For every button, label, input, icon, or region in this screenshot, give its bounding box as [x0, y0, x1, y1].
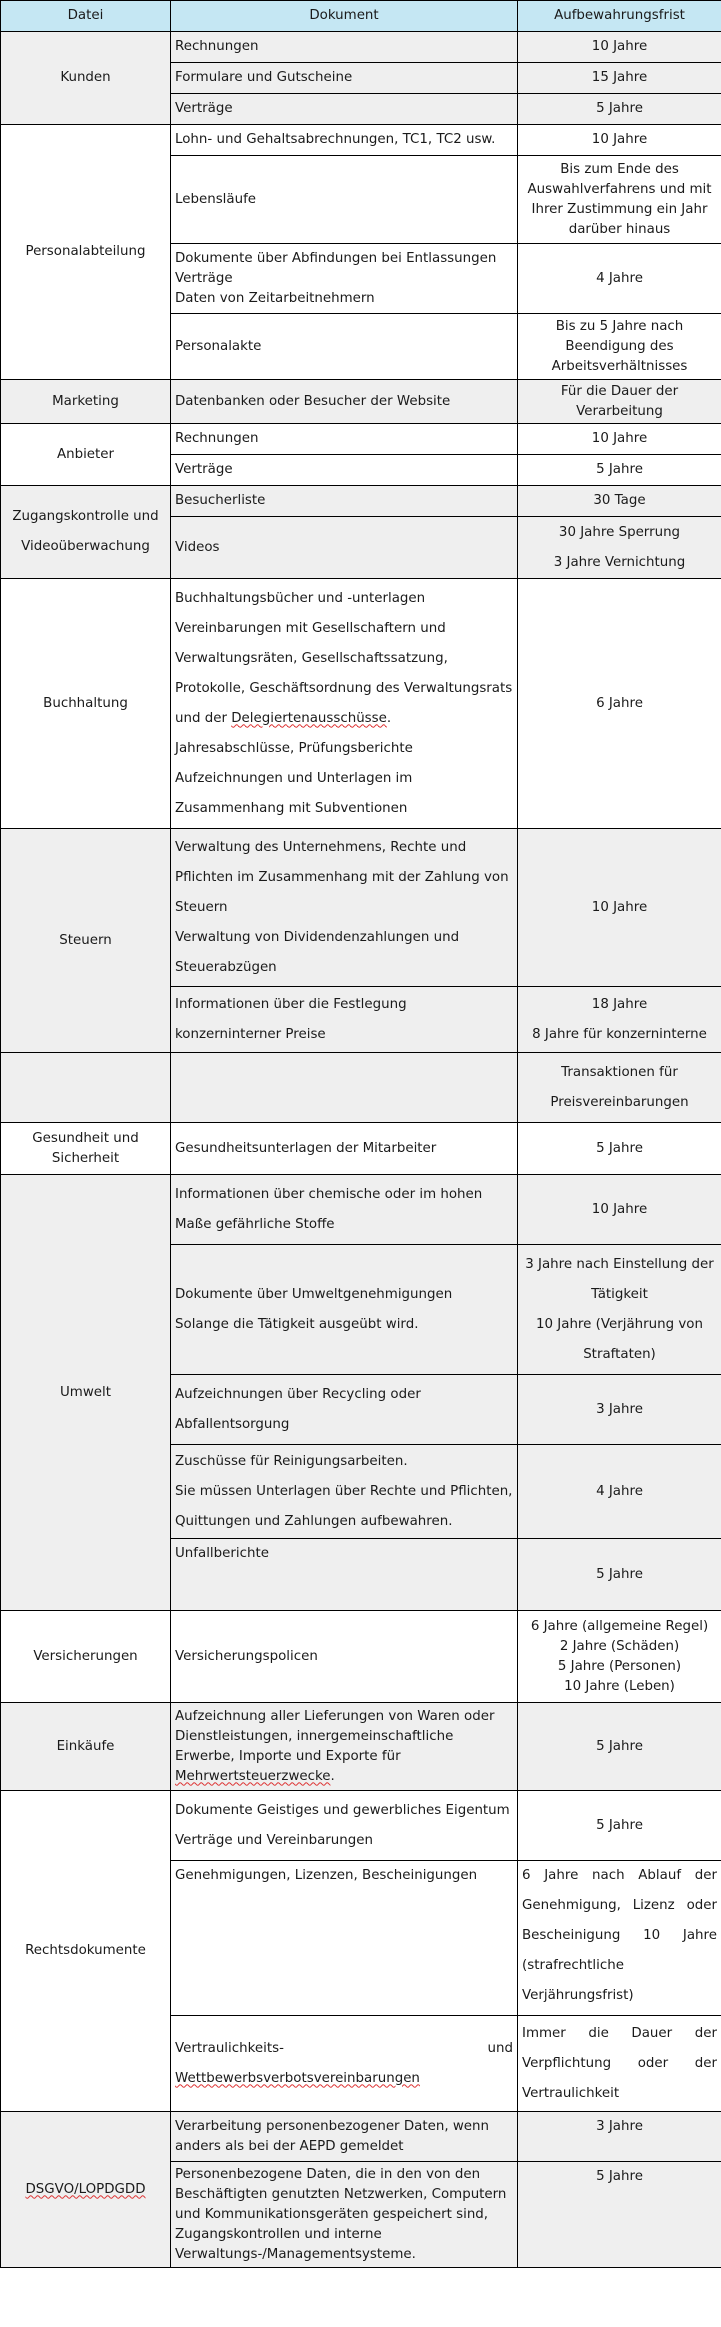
document-line: Dokumente über Abfindungen bei Entlassungen: [175, 250, 497, 266]
document-line-underlined: Mehrwertsteuerzwecke: [175, 1768, 331, 1784]
retention-cell: 5 Jahre: [518, 455, 721, 486]
retention-cell: 4 Jahre: [518, 244, 721, 314]
document-cell: Personenbezogene Daten, die in den von den Beschäftigten genutzten Netzwerken, Computern und Kommunikationsgeräten gespeichert sind, Zugangskontrollen und interne Verwaltungs-/Managementsysteme.: [171, 2162, 518, 2268]
document-cell: [171, 1703, 518, 1791]
retention-cell: 4 Jahre: [518, 1445, 721, 1539]
table-row: [1, 1791, 721, 1861]
document-cell: Personalakte: [171, 314, 518, 380]
document-cell: [171, 1791, 518, 1861]
category-buchhaltung: Buchhaltung: [1, 579, 171, 829]
retention-cell: 5 Jahre: [518, 1539, 721, 1611]
document-cell: Informationen über die Festlegung konzerninterner Preise: [171, 987, 518, 1053]
category-dsgvo: [1, 2112, 171, 2268]
document-line: Zuschüsse für Reinigungsarbeiten.: [175, 1453, 408, 1469]
table-row: [1, 380, 721, 424]
document-line: Verwaltung des Unternehmens, Rechte und Pflichten im Zusammenhang mit der Zahlung von Steuern: [175, 839, 509, 915]
retention-cell: 3 Jahre: [518, 1375, 721, 1445]
retention-line: 3 Jahre Vernichtung: [553, 554, 686, 570]
retention-cell: [518, 517, 721, 579]
document-word: Vertraulichkeits-: [175, 2040, 284, 2056]
empty-cell: [1, 1053, 171, 1123]
document-cell: Aufzeichnungen über Recycling oder Abfallentsorgung: [171, 1375, 518, 1445]
category-anbieter: Anbieter: [1, 424, 171, 486]
table-row: [1, 486, 721, 517]
document-cell: [171, 829, 518, 987]
document-line: .: [386, 710, 392, 726]
document-line: Dokumente über Umweltgenehmigungen: [175, 1286, 453, 1302]
document-cell: Formulare und Gutscheine: [171, 63, 518, 94]
retention-line: 10 Jahre (strafrechtliche Verjährungsfrist): [522, 1928, 717, 2003]
retention-cell: Für die Dauer der Verarbeitung: [518, 380, 721, 424]
retention-cell: 5 Jahre: [518, 1123, 721, 1175]
retention-cell: 10 Jahre: [518, 32, 721, 63]
retention-cell: [518, 1861, 721, 2016]
document-cell: [171, 579, 518, 829]
document-line: Verträge: [175, 270, 233, 286]
document-cell: [171, 1245, 518, 1375]
retention-cell: 5 Jahre: [518, 2162, 721, 2268]
retention-line: 6 Jahre nach Ablauf der Genehmigung, Lizenz oder Bescheinigung: [522, 1868, 717, 1943]
header-row: [1, 1, 721, 32]
document-cell: Datenbanken oder Besucher der Website: [171, 380, 518, 424]
table-row: [1, 829, 721, 987]
document-line: Buchhaltungsbücher und -unterlagen: [175, 590, 426, 606]
category-personal: Personalabteilung: [1, 125, 171, 380]
retention-cell: 10 Jahre: [518, 424, 721, 455]
retention-cell: 5 Jahre: [518, 1791, 721, 1861]
retention-cell: Bis zu 5 Jahre nach Beendigung des Arbeitsverhältnisses: [518, 314, 721, 380]
table-row: [1, 1053, 721, 1123]
category-dsgvo-label: DSGVO/LOPDGDD: [25, 2181, 146, 2197]
retention-cell: 30 Tage: [518, 486, 721, 517]
table-row: [1, 125, 721, 156]
retention-line: 5 Jahre (Personen): [557, 1658, 682, 1674]
retention-cell: [518, 1611, 721, 1703]
retention-cell: Immer die Dauer der Verpflichtung oder der Vertraulichkeit: [518, 2016, 721, 2112]
category-einkauf: Einkäufe: [1, 1703, 171, 1791]
header-datei: Datei: [1, 1, 171, 32]
empty-cell: [171, 1053, 518, 1123]
document-cell: Genehmigungen, Lizenzen, Bescheinigungen: [171, 1861, 518, 2016]
table-row: [1, 1703, 721, 1791]
category-recht: Rechtsdokumente: [1, 1791, 171, 2112]
retention-cell: 3 Jahre: [518, 2112, 721, 2162]
document-line: Verträge und Vereinbarungen: [175, 1832, 373, 1848]
header-frist: Aufbewahrungsfrist: [518, 1, 721, 32]
table-row: [1, 424, 721, 455]
document-line: .: [330, 1768, 335, 1784]
document-line: Solange die Tätigkeit ausgeübt wird.: [175, 1316, 419, 1332]
header-dokument: Dokument: [171, 1, 518, 32]
retention-cell: 10 Jahre: [518, 1175, 721, 1245]
category-umwelt: Umwelt: [1, 1175, 171, 1611]
retention-cell: 5 Jahre: [518, 1703, 721, 1791]
category-marketing: Marketing: [1, 380, 171, 424]
retention-line: 10 Jahre (Verjährung von Straftaten): [536, 1316, 703, 1362]
document-cell: Lebensläufe: [171, 156, 518, 244]
document-line: Aufzeichnungen und Unterlagen im Zusammenhang mit Subventionen: [175, 770, 413, 816]
document-line: Daten von Zeitarbeitnehmern: [175, 290, 375, 306]
category-steuern: Steuern: [1, 829, 171, 1053]
retention-cell: Transaktionen für Preisvereinbarungen: [518, 1053, 721, 1123]
document-line: Sie müssen Unterlagen über Rechte und Pflichten, Quittungen und Zahlungen aufbewahren.: [175, 1483, 513, 1529]
document-line: Jahresabschlüsse, Prüfungsberichte: [175, 740, 413, 756]
retention-line: 2 Jahre (Schäden): [559, 1638, 680, 1654]
document-cell: Rechnungen: [171, 32, 518, 63]
retention-line: 8 Jahre für konzerninterne: [532, 1026, 707, 1042]
table-row: [1, 32, 721, 63]
table-row: [1, 1123, 721, 1175]
document-line: [175, 2034, 513, 2064]
document-cell: [171, 2016, 518, 2112]
table-row: [1, 1611, 721, 1703]
document-cell: Lohn- und Gehaltsabrechnungen, TC1, TC2 usw.: [171, 125, 518, 156]
retention-cell: [518, 987, 721, 1053]
table-row: [1, 579, 721, 829]
category-zugang: Zugangskontrolle und Videoüberwachung: [1, 486, 171, 579]
category-kunden: Kunden: [1, 32, 171, 125]
document-cell: Versicherungspolicen: [171, 1611, 518, 1703]
document-cell: Verarbeitung personenbezogener Daten, wenn anders als bei der AEPD gemeldet: [171, 2112, 518, 2162]
document-line-underlined: Delegiertenausschüsse: [231, 710, 387, 726]
document-cell: Verträge: [171, 455, 518, 486]
table-row: [1, 2112, 721, 2162]
document-line: Verwaltung von Dividendenzahlungen und Steuerabzügen: [175, 929, 460, 975]
retention-cell: 10 Jahre: [518, 829, 721, 987]
document-line: Aufzeichnung aller Lieferungen von Waren oder Dienstleistungen, innergemeinschaftliche Erwerbe, Importe und Exporte für: [175, 1708, 495, 1764]
document-cell: Verträge: [171, 94, 518, 125]
document-cell: Unfallberichte: [171, 1539, 518, 1611]
category-versicherung: Versicherungen: [1, 1611, 171, 1703]
document-cell: [171, 1445, 518, 1539]
retention-cell: [518, 1245, 721, 1375]
retention-cell: 5 Jahre: [518, 94, 721, 125]
retention-cell: Bis zum Ende des Auswahlverfahrens und mit Ihrer Zustimmung ein Jahr darüber hinaus: [518, 156, 721, 244]
retention-cell: 10 Jahre: [518, 125, 721, 156]
retention-line: 30 Jahre Sperrung: [558, 524, 681, 540]
retention-cell: 15 Jahre: [518, 63, 721, 94]
document-line: Vereinbarungen mit Gesellschaftern und Verwaltungsräten, Gesellschaftssatzung, Protokolle, Geschäftsordnung des Verwaltungsrats und der: [175, 620, 513, 726]
category-gesundheit: Gesundheit und Sicherheit: [1, 1123, 171, 1175]
table-row: [1, 1175, 721, 1245]
retention-line: 6 Jahre (allgemeine Regel): [530, 1618, 709, 1634]
document-cell: Besucherliste: [171, 486, 518, 517]
retention-cell: 6 Jahre: [518, 579, 721, 829]
document-cell: Informationen über chemische oder im hohen Maße gefährliche Stoffe: [171, 1175, 518, 1245]
document-cell: [171, 244, 518, 314]
retention-line: 3 Jahre nach Einstellung der Tätigkeit: [525, 1256, 714, 1302]
document-cell: Videos: [171, 517, 518, 579]
retention-line: 10 Jahre (Leben): [564, 1678, 675, 1694]
document-line-underlined: Wettbewerbsverbotsvereinbarungen: [175, 2070, 420, 2086]
document-cell: Rechnungen: [171, 424, 518, 455]
retention-line: 18 Jahre: [591, 996, 648, 1012]
document-line: Dokumente Geistiges und gewerbliches Eigentum: [175, 1802, 510, 1818]
document-word: und: [487, 2040, 513, 2056]
document-cell: Gesundheitsunterlagen der Mitarbeiter: [171, 1123, 518, 1175]
